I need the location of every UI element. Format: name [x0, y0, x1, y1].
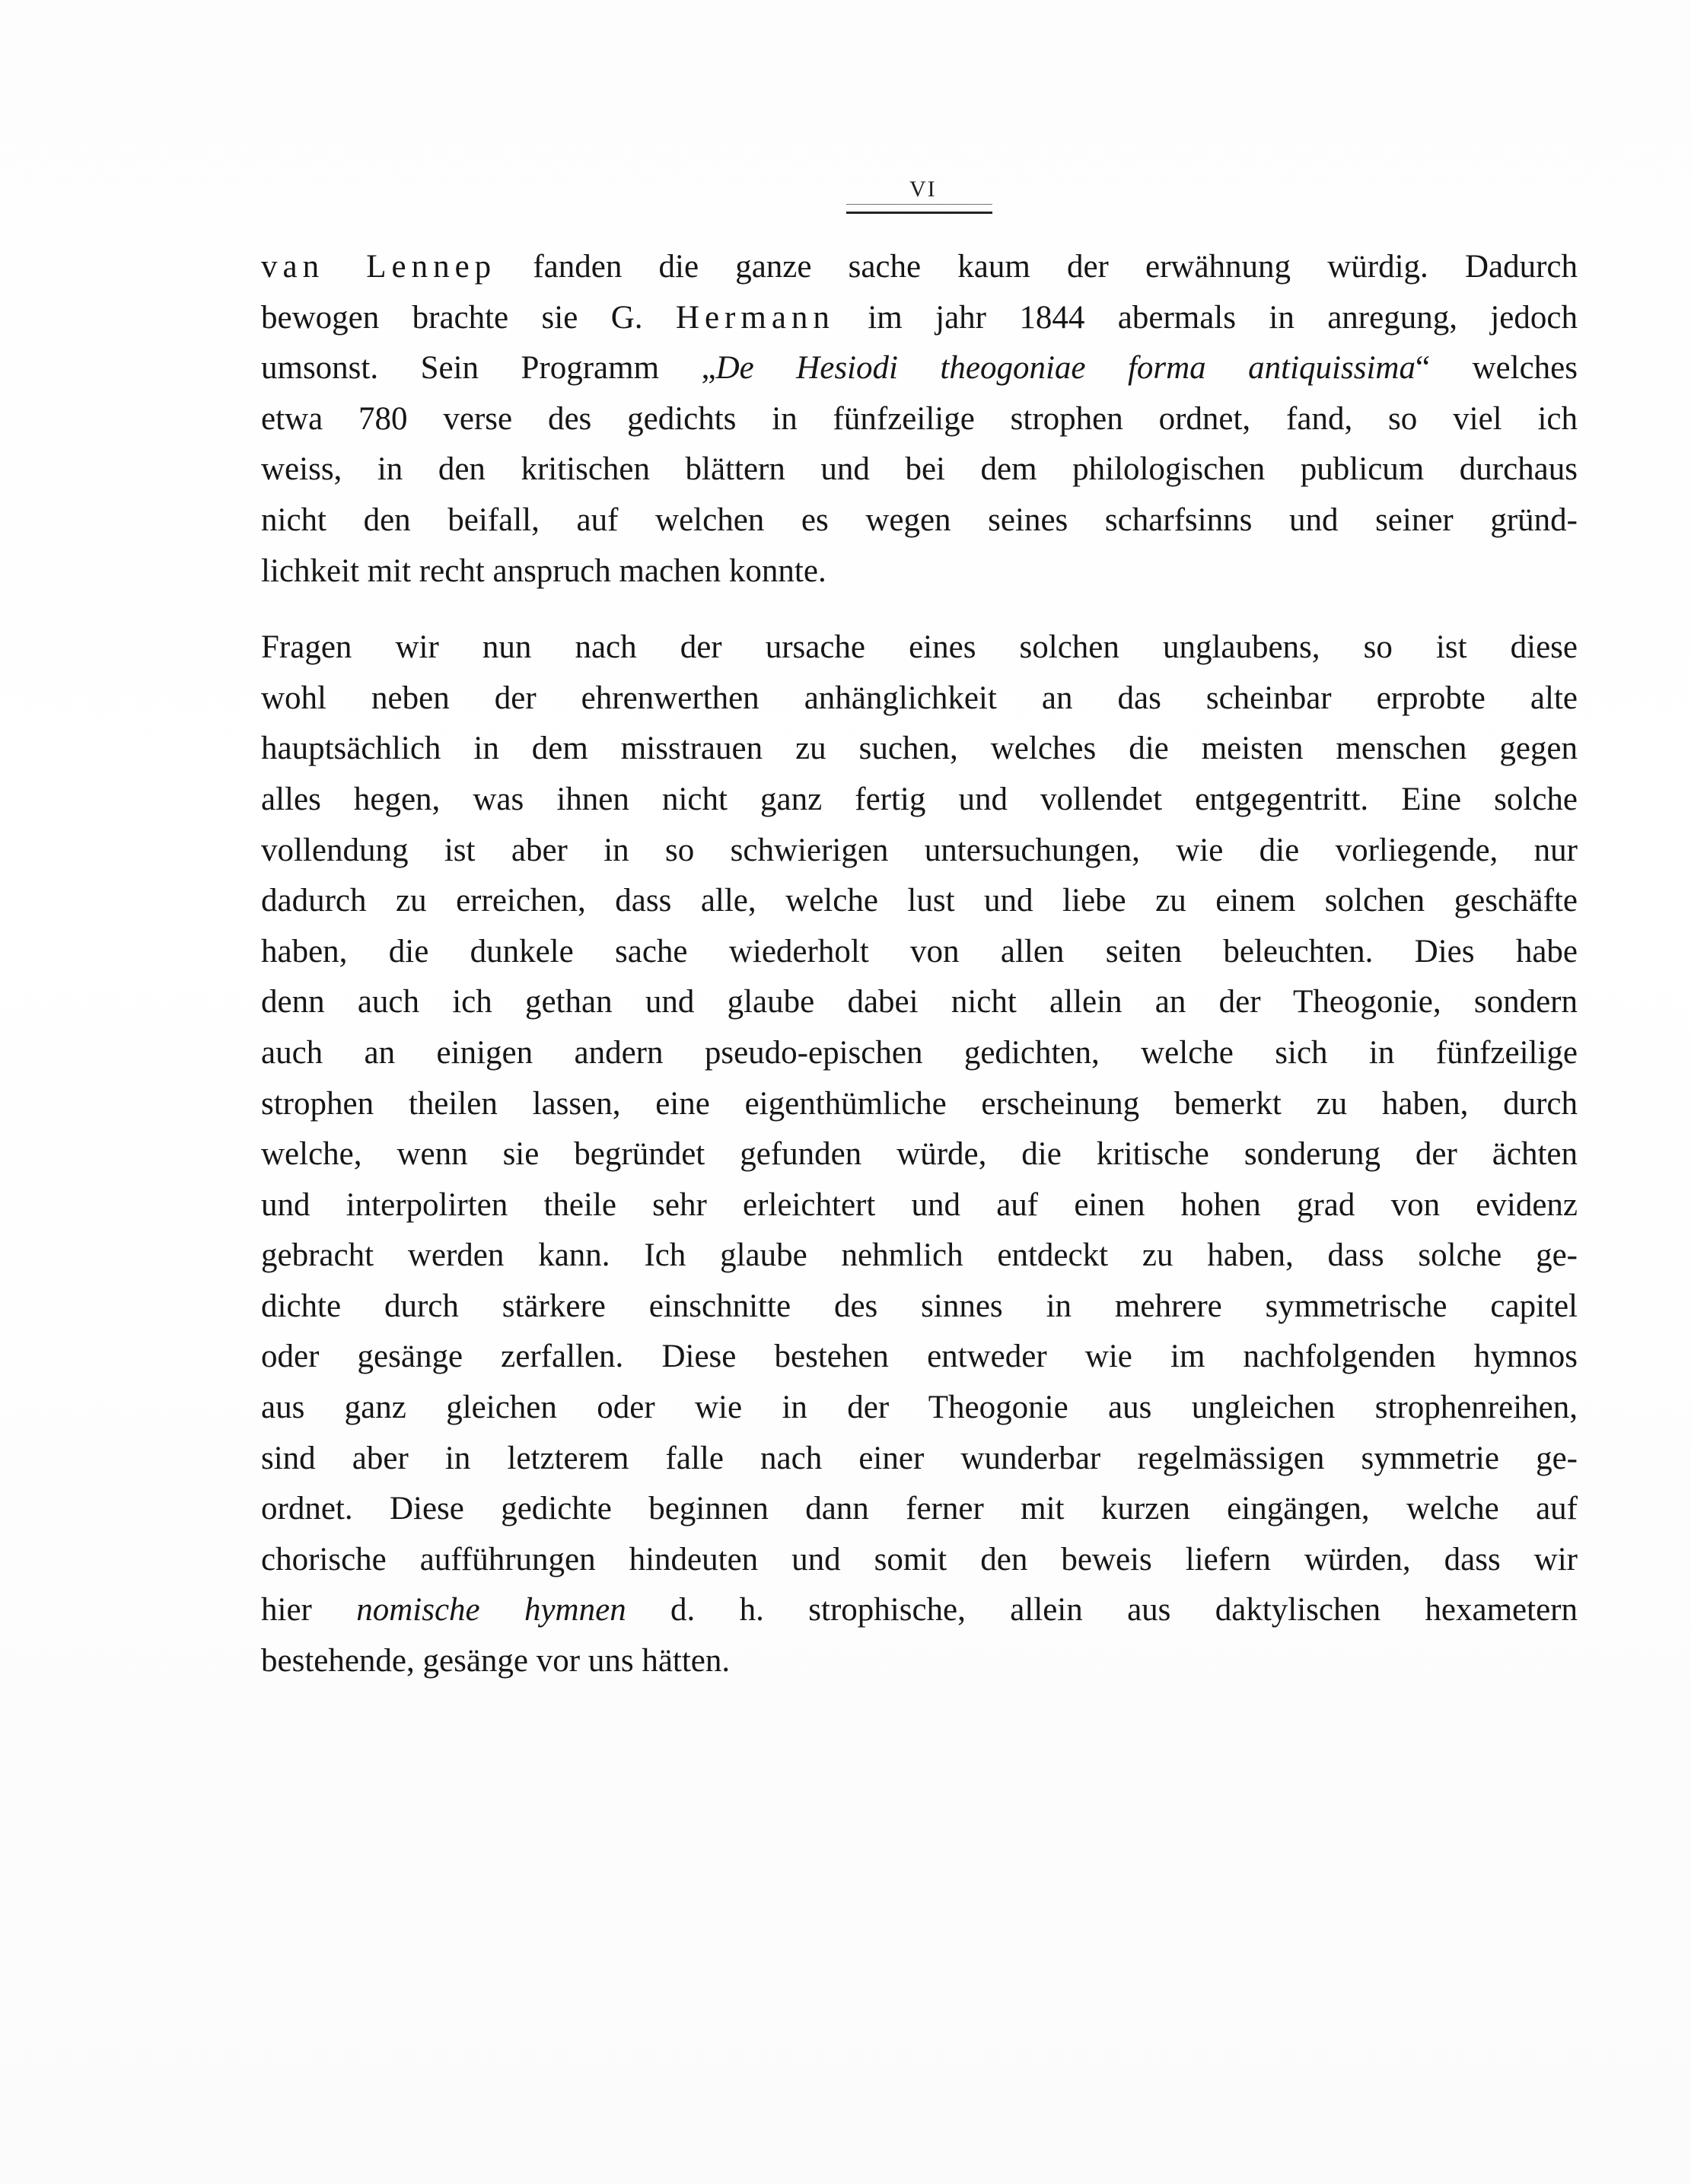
paragraph-1 — [261, 242, 1578, 597]
text-line — [261, 546, 1578, 597]
text-segment: und interpolirten theile sehr erleichtert und auf einen hohen grad von evidenz — [261, 1186, 1578, 1223]
paragraph-2 — [261, 622, 1578, 1686]
text-line — [261, 242, 1578, 293]
text-segment: welche, wenn sie begründet gefunden würde, die kritische sonderung der ächten — [261, 1136, 1578, 1173]
text-line — [261, 293, 1578, 344]
text-segment: bewogen brachte sie G. — [261, 299, 676, 336]
text-segment: hier — [261, 1592, 357, 1628]
text-line — [261, 977, 1578, 1028]
text-segment: vollendung ist aber in so schwierigen untersuchungen, wie die vorliegende, nur — [261, 832, 1578, 868]
text-line — [261, 1129, 1578, 1180]
text-line — [261, 673, 1578, 724]
text-segment: dichte durch stärkere einschnitte des sinnes in mehrere symmetrische capitel — [261, 1288, 1578, 1324]
body-text — [261, 242, 1578, 1687]
text-line — [261, 1332, 1578, 1383]
text-line — [261, 622, 1578, 673]
spaced-name: Hermann — [675, 299, 835, 336]
text-line — [261, 343, 1578, 394]
text-line — [261, 724, 1578, 775]
text-segment: chorische aufführungen hindeuten und somit den beweis liefern würden, dass wir — [261, 1541, 1578, 1578]
text-segment: auch an einigen andern pseudo-epischen gedichten, welche sich in fünfzeilige — [261, 1034, 1578, 1071]
text-line — [261, 444, 1578, 495]
text-line — [261, 1028, 1578, 1079]
text-segment: dadurch zu erreichen, dass alle, welche lust und liebe zu einem solchen geschäfte — [261, 883, 1578, 919]
text-line — [261, 826, 1578, 877]
text-segment: d. h. strophische, allein aus daktylischen hexametern — [626, 1592, 1578, 1628]
text-segment: gebracht werden kann. Ich glaube nehmlich entdeckt zu haben, dass solche ge- — [261, 1237, 1578, 1274]
italic-title: De Hesiodi theogoniae forma antiquissima — [715, 350, 1416, 387]
text-line — [261, 1434, 1578, 1485]
text-segment: hauptsächlich in dem misstrauen zu suchen, welches die meisten menschen gegen — [261, 731, 1578, 767]
paragraph-gap — [261, 597, 1578, 622]
text-segment: etwa 780 verse des gedichts in fünfzeilige strophen ordnet, fand, so viel ich — [261, 400, 1578, 437]
spaced-name: Lennep — [366, 249, 497, 285]
header-rule-thin — [846, 204, 992, 205]
text-segment: aus ganz gleichen oder wie in der Theogonie aus ungleichen strophenreihen, — [261, 1390, 1578, 1426]
text-segment: nicht den beifall, auf welchen es wegen seines scharfsinns und seiner gründ- — [261, 501, 1578, 538]
text-segment: umsonst. Sein Programm „ — [261, 350, 716, 387]
text-segment: sind aber in letzterem falle nach einer wunderbar regelmässigen symmetrie ge- — [261, 1440, 1578, 1476]
text-segment: strophen theilen lassen, eine eigenthümliche erscheinung bemerkt zu haben, durch — [261, 1085, 1578, 1122]
text-line — [261, 876, 1578, 927]
text-line — [261, 1079, 1578, 1130]
text-segment: oder gesänge zerfallen. Diese bestehen entweder wie im nachfolgenden hymnos — [261, 1339, 1578, 1375]
text-segment: fanden die ganze sache kaum der erwähnung würdig. Dadurch — [496, 249, 1578, 285]
text-line — [261, 1585, 1578, 1636]
text-segment: weiss, in den kritischen blättern und bei dem philologischen publicum durchaus — [261, 451, 1578, 488]
text-segment: ordnet. Diese gedichte beginnen dann ferner mit kurzen eingängen, welche auf — [261, 1491, 1578, 1527]
page-number: VI — [909, 177, 937, 202]
text-segment: haben, die dunkele sache wiederholt von allen seiten beleuchten. Dies habe — [261, 933, 1578, 969]
spaced-name: van — [261, 249, 367, 285]
text-segment: wohl neben der ehrenwerthen anhänglichkeit an das scheinbar erprobte alte — [261, 680, 1578, 716]
text-line — [261, 495, 1578, 546]
text-line — [261, 1636, 1578, 1687]
text-segment: denn auch ich gethan und glaube dabei nicht allein an der Theogonie, sondern — [261, 984, 1578, 1020]
text-line — [261, 394, 1578, 445]
text-segment: Fragen wir nun nach der ursache eines solchen unglaubens, so ist diese — [261, 629, 1578, 666]
text-line — [261, 1281, 1578, 1332]
italic-title: nomische hymnen — [356, 1592, 626, 1628]
text-line — [261, 1484, 1578, 1535]
text-line — [261, 1230, 1578, 1281]
text-line — [261, 775, 1578, 826]
text-line — [261, 1180, 1578, 1231]
text-line — [261, 927, 1578, 978]
text-segment: im jahr 1844 abermals in anregung, jedoch — [834, 299, 1578, 336]
text-line — [261, 1535, 1578, 1586]
text-line — [261, 1383, 1578, 1434]
text-segment: alles hegen, was ihnen nicht ganz fertig und vollendet entgegentritt. Eine solche — [261, 781, 1578, 817]
text-segment: “ welches — [1415, 350, 1578, 387]
header-rule — [846, 212, 992, 214]
text-segment: bestehende, gesänge vor uns hätten. — [261, 1643, 731, 1679]
text-segment: lichkeit mit recht anspruch machen konnte. — [261, 552, 826, 589]
